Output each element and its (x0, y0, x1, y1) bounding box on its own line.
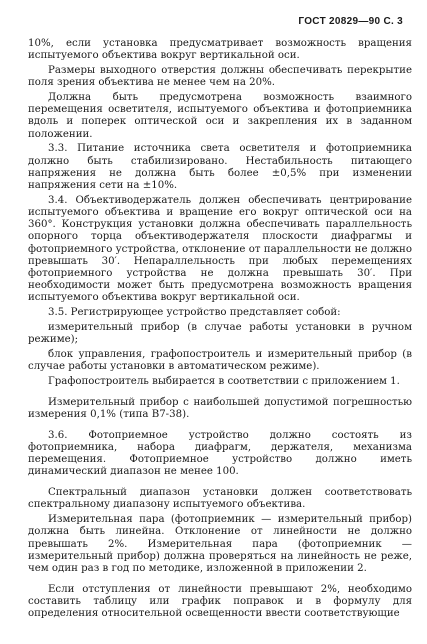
paragraph-3-5-recorder: 3.5. Регистрирующее устройство представляет собой: (48, 307, 341, 319)
page-header: ГОСТ 20829—90 С. 3 (298, 16, 403, 27)
paragraph-3-3-power: 3.3. Питание источника света осветителя и фотоприемника должно быть стабилизировано. Нестабильность питающего напряжения не должна быть более ±0,5% при изменении напряжения сети на ±10%. (28, 143, 412, 192)
paragraph-plotter: Графопостроитель выбирается в соответствии с приложением 1. (48, 376, 400, 388)
paragraph-3-6-photoreceiver: 3.6. Фотоприемное устройство должно состоять из фотоприемника, набора диафрагм, держателя, механизма перемещения. Фотоприемное устройство должно иметь динамический диапазон не менее 100. (28, 429, 412, 478)
paragraph-3-4-lens-holder: 3.4. Объективодержатель должен обеспечивать центрирование испытуемого объектива и вращение его вокруг оптической оси на 360°. Конструкция установки должна обеспечивать параллельность опорного торца объективодержателя плоскости диафрагмы и фотоприемного устройства, отклонение от параллельности не должно превышать 30′. Непараллельность при любых перемещениях фотоприемного устройства не должна превышать 30′. При необходимости может быть предусмотрена возможность вращения испытуемого объектива вокруг вертикальной оси. (28, 194, 412, 304)
paragraph-aperture-size: Размеры выходного отверстия должны обеспечивать перекрытие поля зрения объектива не менее чем на 20%. (28, 65, 412, 89)
paragraph-manual-mode: измерительный прибор (в случае работы установки в ручном режиме); (28, 322, 412, 346)
paragraph-auto-mode: блок управления, графопостроитель и измерительный прибор (в случае работы установки в автоматическом режиме). (28, 349, 412, 373)
paragraph-linearity: Измерительная пара (фотоприемник — измерительный прибор) должна быть линейна. Отклонение от линейности не должно превышать 2%. Измерительная пара (фотоприемник — измерительный прибор) должна проверяться на линейность не реже, чем один раз в год по методике, изложенной в приложении 2. (28, 514, 412, 575)
paragraph-mutual-movement: Должна быть предусмотрена возможность взаимного перемещения осветителя, испытуемого объектива и фотоприемника вдоль и поперек оптической оси и закрепления их в заданном положении. (28, 92, 412, 140)
paragraph-continuation: 10%, если установка предусматривает возможность вращения испытуемого объектива вокруг вертикальной оси. (28, 38, 412, 62)
paragraph-corrections: Если отступления от линейности превышают 2%, необходимо составить таблицу или график поправок и в формулу для определения относительной освещенности ввести соответствующие (28, 583, 412, 620)
paragraph-measuring-device: Измерительный прибор с наибольшей допустимой погрешностью измерения 0,1% (типа В7-38). (28, 396, 412, 421)
document-body (28, 38, 412, 623)
paragraph-spectral-range: Спектральный диапазон установки должен соответствовать спектральному диапазону испытуемого объектива. (28, 487, 412, 511)
